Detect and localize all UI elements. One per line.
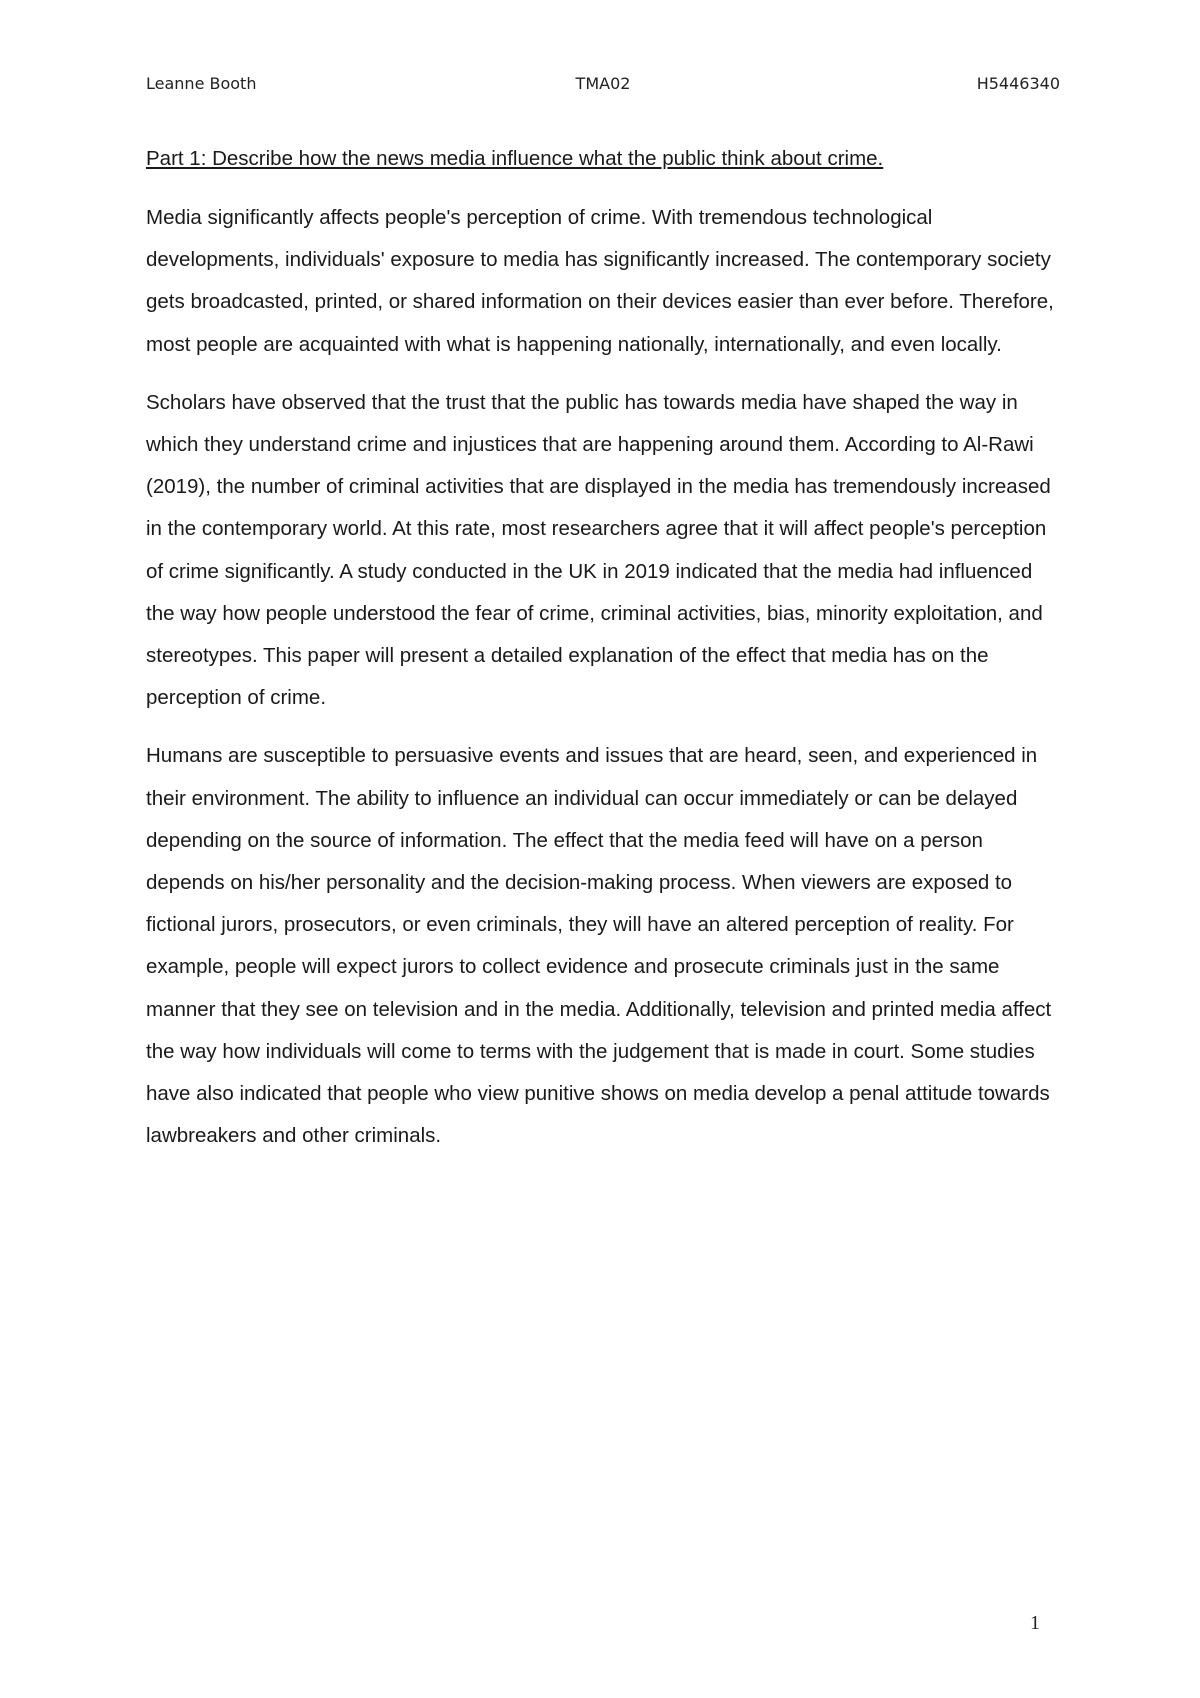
paragraph-2: Scholars have observed that the trust that the public has towards media have shaped the way in which they understand crime and injustices that are happening around them. According to Al-Rawi (2019), the number of criminal activities that are displayed in the media has tremendously increased in the contemporary world. At this rate, most researchers agree that it will affect people's perception of crime significantly. A study conducted in the UK in 2019 indicated that the media had influenced the way how people understood the fear of crime, criminal activities, bias, minority exploitation, and stereotypes. This paper will present a detailed explanation of the effect that media has on the perception of crime. [146, 390, 1051, 710]
document-body [146, 143, 1066, 1173]
section-heading: Part 1: Describe how the news media influence what the public think about crime. [146, 147, 884, 170]
header-assignment-code: TMA02 [575, 74, 631, 93]
paragraph-3: Humans are susceptible to persuasive events and issues that are heard, seen, and experienced in their environment. The ability to influence an individual can occur immediately or can be delayed depending on the source of information. The effect that the media feed will have on a person depends on his/her personality and the decision-making process. When viewers are exposed to fictional jurors, prosecutors, or even criminals, they will have an altered perception of reality. For example, people will expect jurors to collect evidence and prosecute criminals just in the same manner that they see on television and in the media. Additionally, television and printed media affect the way how individuals will come to terms with the judgement that is made in court. Some studies have also indicated that people who view punitive shows on media develop a penal attitude towards lawbreakers and other criminals. [146, 744, 1052, 1148]
page-header [146, 74, 1060, 100]
paragraph-1: Media significantly affects people's perception of crime. With tremendous technological developments, individuals' exposure to media has significantly increased. The contemporary society gets broadcasted, printed, or shared information on their devices easier than ever before. Therefore, most people are acquainted with what is happening nationally, internationally, and even locally. [146, 206, 1054, 356]
page-number: 1 [1030, 1612, 1040, 1634]
header-author-name: Leanne Booth [146, 74, 257, 93]
header-student-id: H5446340 [976, 74, 1060, 93]
